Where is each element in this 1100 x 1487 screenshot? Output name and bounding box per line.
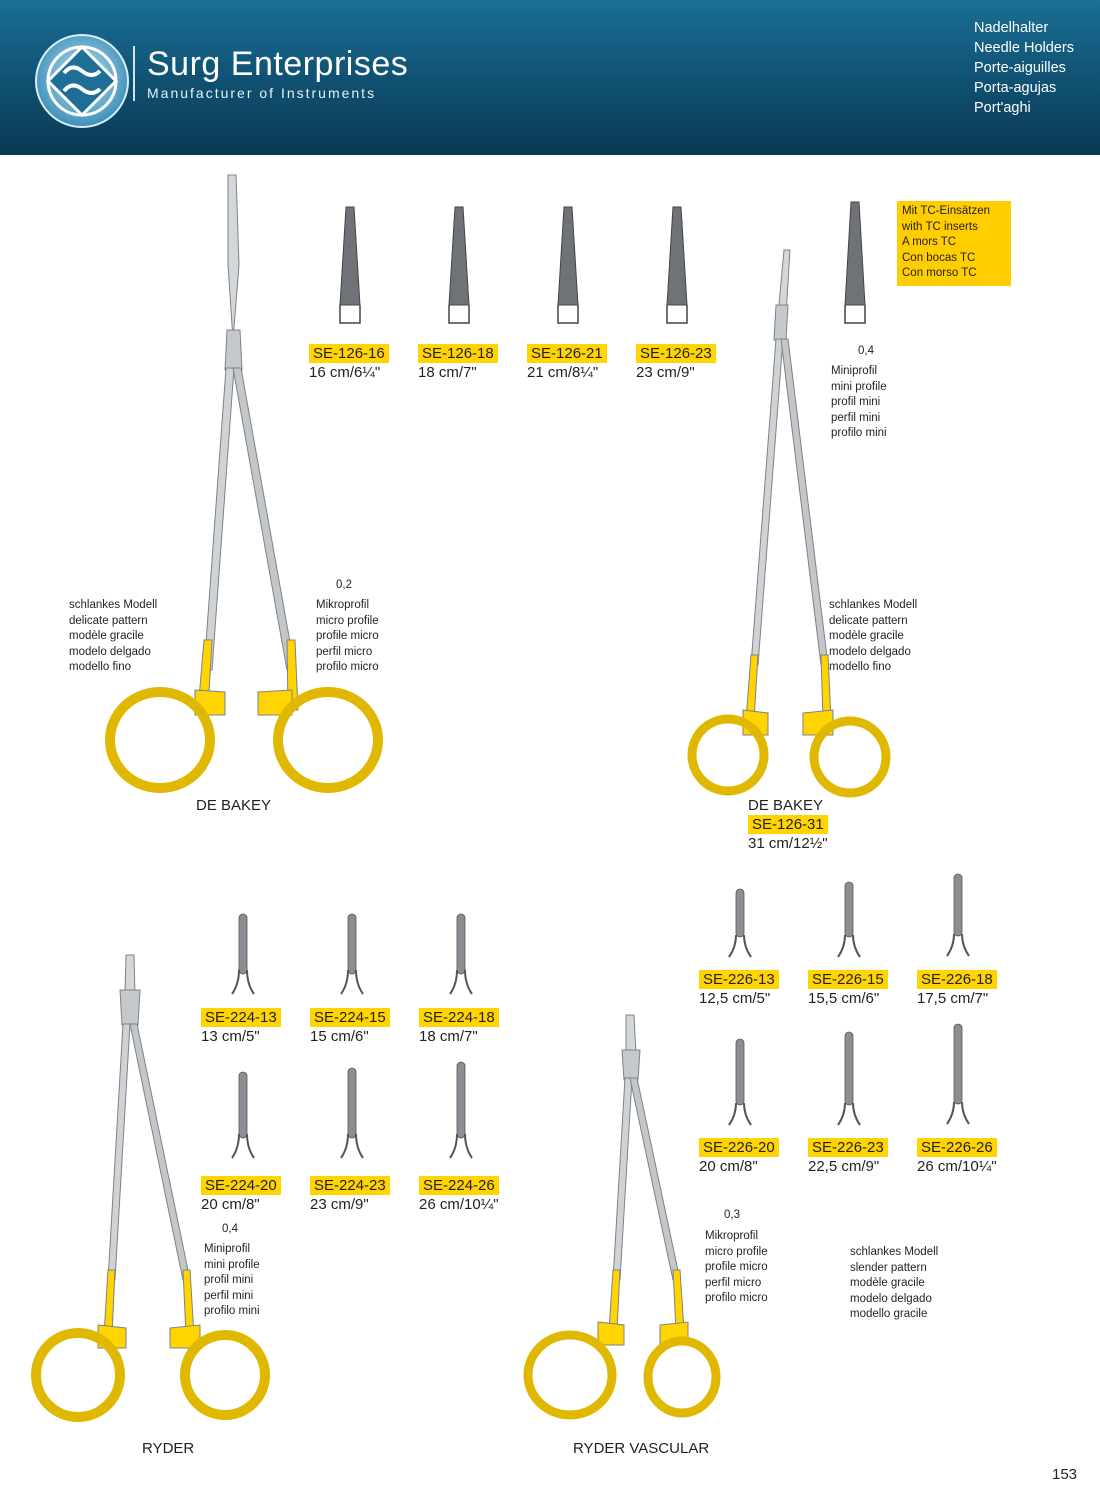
category-it: Port'aghi bbox=[974, 100, 1031, 116]
jaw-tip-se-224-20-image bbox=[230, 1068, 256, 1168]
tc-line: Mit TC-Einsätzen bbox=[902, 205, 990, 217]
jaw-tip-se-226-26-image bbox=[945, 1020, 971, 1135]
note-line: modelo delgado bbox=[850, 1292, 932, 1305]
note-line: profil mini bbox=[831, 396, 881, 408]
note-line: profile micro bbox=[705, 1261, 768, 1273]
note-line: profilo mini bbox=[204, 1305, 260, 1317]
item-se-126-21 bbox=[527, 344, 607, 382]
de-bakey-2-block bbox=[748, 797, 828, 853]
note-line: schlankes Modell bbox=[829, 599, 918, 611]
category-es: Porta-agujas bbox=[974, 80, 1057, 96]
note-line: profilo micro bbox=[316, 661, 379, 673]
item-size: 31 cm/12½" bbox=[748, 835, 828, 852]
note-line: schlankes Modell bbox=[850, 1246, 939, 1258]
item-size: 20 cm/8" bbox=[699, 1158, 758, 1175]
ryder-vascular-needle-holder-image bbox=[520, 1010, 720, 1430]
de-bakey-2-profile-note bbox=[831, 364, 887, 442]
de-bakey-2-pattern-note bbox=[829, 598, 917, 676]
jaw-tip-se-126-18-image bbox=[444, 205, 474, 325]
note-line: mini profile bbox=[204, 1258, 260, 1271]
ryder-title: RYDER bbox=[142, 1440, 195, 1457]
item-code: SE-126-16 bbox=[309, 344, 389, 363]
note-line: perfil mini bbox=[204, 1289, 254, 1302]
note-line: delicate pattern bbox=[69, 614, 148, 627]
company-logo-icon bbox=[34, 33, 130, 129]
note-line: schlankes Modell bbox=[69, 599, 158, 611]
item-se-224-13 bbox=[201, 1008, 281, 1046]
note-line: modelo delgado bbox=[829, 645, 911, 658]
jaw-tip-se-226-15-image bbox=[836, 878, 862, 965]
category-list bbox=[974, 18, 1074, 118]
tc-inserts-box bbox=[897, 201, 1011, 286]
jaw-tip-se-126-16-image bbox=[335, 205, 365, 325]
item-code: SE-224-13 bbox=[201, 1008, 281, 1027]
jaw-tip-se-224-13-image bbox=[230, 910, 256, 1002]
jaw-tip-se-126-31-image bbox=[840, 200, 870, 325]
note-line: modello fino bbox=[829, 661, 892, 673]
jaw-tip-se-126-21-image bbox=[553, 205, 583, 325]
de-bakey-profile-value: 0,2 bbox=[336, 579, 352, 591]
item-size: 26 cm/10¼" bbox=[419, 1196, 499, 1213]
category-fr: Porte-aiguilles bbox=[974, 60, 1066, 76]
item-size: 15,5 cm/6" bbox=[808, 990, 880, 1007]
note-line: profilo micro bbox=[705, 1292, 768, 1304]
item-se-226-20 bbox=[699, 1138, 779, 1176]
item-code: SE-226-13 bbox=[699, 970, 779, 989]
item-size: 17,5 cm/7" bbox=[917, 990, 989, 1007]
jaw-tip-se-224-23-image bbox=[339, 1064, 365, 1168]
item-size: 12,5 cm/5" bbox=[699, 990, 771, 1007]
note-line: mini profile bbox=[831, 380, 887, 393]
item-code: SE-226-23 bbox=[808, 1138, 888, 1157]
tc-line: A mors TC bbox=[902, 236, 957, 249]
item-code: SE-224-23 bbox=[310, 1176, 390, 1195]
item-se-126-18 bbox=[418, 344, 498, 382]
de-bakey-2-profile-value: 0,4 bbox=[858, 345, 874, 357]
item-se-224-23 bbox=[310, 1176, 390, 1214]
item-code: SE-224-15 bbox=[310, 1008, 390, 1027]
note-line: perfil micro bbox=[705, 1276, 762, 1289]
note-line: profilo mini bbox=[831, 427, 887, 439]
item-se-224-15 bbox=[310, 1008, 390, 1046]
tc-line: with TC inserts bbox=[902, 220, 978, 233]
page-number: 153 bbox=[1052, 1466, 1078, 1483]
item-code: SE-126-31 bbox=[748, 815, 828, 834]
brand-block bbox=[133, 46, 408, 101]
tc-line: Con bocas TC bbox=[902, 251, 976, 264]
jaw-tip-se-224-18-image bbox=[448, 910, 474, 1002]
item-se-226-13 bbox=[699, 970, 779, 1008]
ryder-vascular-profile-note bbox=[705, 1229, 768, 1307]
note-line: Mikroprofil bbox=[316, 599, 370, 611]
item-se-224-26 bbox=[419, 1176, 499, 1214]
tc-line: Con morso TC bbox=[902, 267, 977, 280]
item-size: 15 cm/6" bbox=[310, 1028, 369, 1045]
jaw-tip-se-226-18-image bbox=[945, 870, 971, 965]
brand-tagline: Manufacturer of Instruments bbox=[147, 85, 377, 101]
item-size: 22,5 cm/9" bbox=[808, 1158, 880, 1175]
ryder-profile-value: 0,4 bbox=[222, 1223, 238, 1235]
item-size: 21 cm/8¼" bbox=[527, 364, 599, 381]
note-line: profile micro bbox=[316, 630, 379, 642]
item-se-226-18 bbox=[917, 970, 997, 1008]
de-bakey-pattern-note bbox=[69, 598, 157, 676]
item-code: SE-226-20 bbox=[699, 1138, 779, 1157]
note-line: modèle gracile bbox=[829, 630, 904, 642]
item-se-226-23 bbox=[808, 1138, 888, 1176]
item-code: SE-224-18 bbox=[419, 1008, 499, 1027]
note-line: profil mini bbox=[204, 1274, 254, 1286]
item-code: SE-126-18 bbox=[418, 344, 498, 363]
de-bakey-title: DE BAKEY bbox=[196, 797, 272, 814]
item-code: SE-226-26 bbox=[917, 1138, 997, 1157]
note-line: delicate pattern bbox=[829, 614, 908, 627]
note-line: slender pattern bbox=[850, 1261, 927, 1274]
note-line: modelo delgado bbox=[69, 645, 151, 658]
note-line: modèle gracile bbox=[69, 630, 144, 642]
item-se-226-26 bbox=[917, 1138, 997, 1176]
item-size: 16 cm/6¼" bbox=[309, 364, 381, 381]
brand-name: Surg Enterprises bbox=[147, 45, 409, 83]
note-line: Mikroprofil bbox=[705, 1230, 759, 1242]
item-size: 18 cm/7" bbox=[419, 1028, 478, 1045]
item-size: 18 cm/7" bbox=[418, 364, 477, 381]
item-code: SE-126-23 bbox=[636, 344, 716, 363]
note-line: perfil mini bbox=[831, 411, 881, 424]
note-line: modèle gracile bbox=[850, 1277, 925, 1289]
de-bakey-profile-note bbox=[316, 598, 379, 676]
jaw-tip-se-224-15-image bbox=[339, 910, 365, 1002]
jaw-tip-se-226-20-image bbox=[727, 1035, 753, 1135]
note-line: perfil micro bbox=[316, 645, 373, 658]
category-en: Needle Holders bbox=[974, 40, 1074, 56]
item-size: 23 cm/9" bbox=[636, 364, 695, 381]
item-code: SE-226-18 bbox=[917, 970, 997, 989]
note-line: micro profile bbox=[705, 1245, 768, 1258]
note-line: modello gracile bbox=[850, 1308, 928, 1320]
item-size: 23 cm/9" bbox=[310, 1196, 369, 1213]
item-se-126-16 bbox=[309, 344, 389, 382]
ryder-profile-note bbox=[204, 1242, 260, 1320]
note-line: micro profile bbox=[316, 614, 379, 627]
item-code: SE-226-15 bbox=[808, 970, 888, 989]
item-code: SE-224-26 bbox=[419, 1176, 499, 1195]
note-line: Miniprofil bbox=[831, 365, 878, 377]
note-line: Miniprofil bbox=[204, 1243, 251, 1255]
jaw-tip-se-226-23-image bbox=[836, 1028, 862, 1135]
de-bakey-long-needle-holder-image bbox=[688, 245, 893, 800]
item-se-226-15 bbox=[808, 970, 888, 1008]
item-se-224-20 bbox=[201, 1176, 281, 1214]
jaw-tip-se-224-26-image bbox=[448, 1058, 474, 1168]
page-header bbox=[0, 0, 1100, 155]
item-se-224-18 bbox=[419, 1008, 499, 1046]
category-de: Nadelhalter bbox=[974, 20, 1049, 36]
ryder-vascular-profile-value: 0,3 bbox=[724, 1209, 740, 1221]
de-bakey-2-title: DE BAKEY bbox=[748, 797, 824, 814]
jaw-tip-se-226-13-image bbox=[727, 885, 753, 965]
item-code: SE-126-21 bbox=[527, 344, 607, 363]
item-size: 20 cm/8" bbox=[201, 1196, 260, 1213]
item-code: SE-224-20 bbox=[201, 1176, 281, 1195]
note-line: modello fino bbox=[69, 661, 132, 673]
ryder-vascular-pattern-note bbox=[850, 1245, 938, 1323]
item-size: 13 cm/5" bbox=[201, 1028, 260, 1045]
ryder-vascular-title: RYDER VASCULAR bbox=[573, 1440, 710, 1457]
item-size: 26 cm/10¼" bbox=[917, 1158, 997, 1175]
